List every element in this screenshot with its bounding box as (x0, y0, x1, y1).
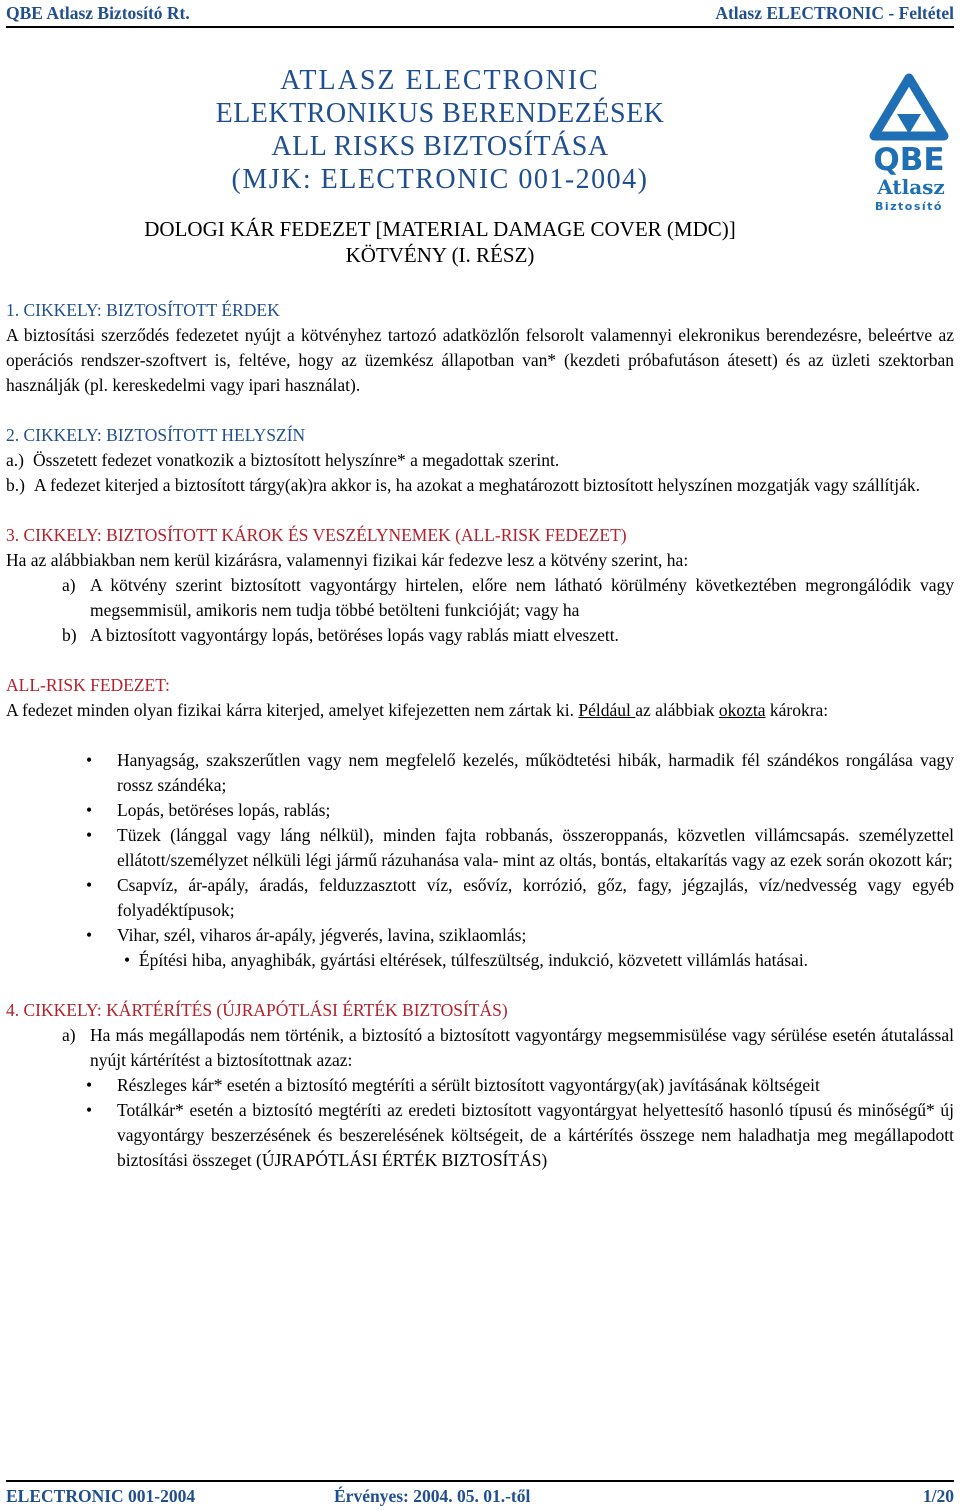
logo-brand: QBE (873, 142, 945, 178)
item-label: b) (62, 625, 77, 645)
section-4-title: 4. CIKKELY: KÁRTÉRÍTÉS (ÚJRAPÓTLÁSI ÉRTÉK BIZTOSÍTÁS) (6, 1000, 508, 1020)
all-risk-text (6, 698, 954, 723)
bullet-icon: • (86, 750, 93, 770)
bullet-icon: • (86, 875, 93, 895)
subtitle-line-1: DOLOGI KÁR FEDEZET [MATERIAL DAMAGE COVER (MDC)] (144, 217, 736, 241)
all-risk-list (6, 748, 954, 948)
logo-graphic (864, 70, 954, 220)
text-part: az alábbiak (635, 700, 719, 720)
item-text: A biztosított vagyontárgy lopás, betöréses lopás vagy rablás miatt elveszett. (90, 625, 619, 645)
header-company: QBE Atlasz Biztosító Rt. (6, 3, 190, 23)
text-part: károkra: (765, 700, 829, 720)
document-title (90, 64, 790, 196)
title-line-4: (MJK: ELECTRONIC 001-2004) (231, 164, 649, 195)
list-item (6, 873, 954, 923)
page-footer (6, 1480, 954, 1510)
item-label: a.) (6, 450, 24, 470)
all-risk-section (6, 673, 954, 973)
list-item-text: Építési hiba, anyaghibák, gyártási eltérések, túlfeszültség, indukció, közvetett villámlás hatásai. (138, 950, 809, 970)
footer-doc-code: ELECTRONIC 001-2004 (6, 1486, 196, 1506)
item-label: b.) (6, 475, 25, 495)
section-3-title: 3. CIKKELY: BIZTOSÍTOTT KÁROK ÉS VESZÉLYNEMEK (ALL-RISK FEDEZET) (6, 525, 627, 545)
bullet-icon: • (86, 1075, 93, 1095)
section-4-list (6, 1073, 954, 1173)
section-1-title: 1. CIKKELY: BIZTOSÍTOTT ÉRDEK (6, 300, 280, 320)
item-text: A kötvény szerint biztosított vagyontárgy hirtelen, előre nem látható körülmény következtében megrongálódik vagy megsemmisül, amikoris nem tudja többé betölteni funkcióját; vagy ha (90, 575, 954, 620)
section-4-item-a (6, 1023, 954, 1073)
section-2-item-a (6, 448, 954, 473)
bullet-icon: • (86, 800, 93, 820)
all-risk-last-item (6, 948, 954, 973)
item-label: a) (62, 575, 76, 595)
section-4 (6, 998, 954, 1173)
page-header (6, 0, 954, 28)
section-3 (6, 523, 954, 648)
item-text: Ha más megállapodás nem történik, a biztosító a biztosított vagyontárgy megsemmisülése vagy sérülése esetén átutalással nyújt kártérítést a biztosítottnak azaz: (90, 1025, 954, 1070)
section-2-item-b (6, 473, 954, 498)
list-item-text: Totálkár* esetén a biztosító megtéríti az eredeti biztosított vagyontárgyat helyettesítő hasonló típusú és minőségű* új vagyontárgy beszerzésének és beszerelésének költségeit, de a kártérítés összege nem haladhatja meg megállapodott biztosítási összeget (ÚJRAPÓTLÁSI ÉRTÉK BIZTOSÍTÁS) (117, 1100, 954, 1170)
section-1 (6, 298, 954, 398)
section-3-item-b (6, 623, 954, 648)
list-item (6, 798, 954, 823)
footer-page-number: 1/20 (922, 1486, 954, 1506)
list-item (6, 823, 954, 873)
title-line-1: ATLASZ ELECTRONIC (280, 65, 600, 96)
qbe-atlasz-logo (864, 70, 954, 220)
subtitle-line-2: KÖTVÉNY (I. RÉSZ) (345, 243, 535, 267)
section-2 (6, 423, 954, 498)
section-2-title: 2. CIKKELY: BIZTOSÍTOTT HELYSZÍN (6, 425, 306, 445)
title-line-2: ELEKTRONIKUS BERENDEZÉSEK (215, 98, 665, 129)
text-underlined: Például (578, 700, 636, 720)
list-item (6, 748, 954, 798)
logo-tag: Biztosító (874, 200, 944, 213)
bullet-icon: • (86, 825, 93, 845)
title-line-3: ALL RISKS BIZTOSÍTÁSA (271, 131, 609, 162)
list-item (6, 1098, 954, 1173)
document-body (6, 298, 954, 1173)
list-item-text: Hanyagság, szakszerűtlen vagy nem megfelelő kezelés, működtetési hibák, harmadik fél szándékos rongálása vagy rossz szándéka; (117, 750, 954, 795)
bullet-icon: • (86, 1100, 93, 1120)
list-item-text: Csapvíz, ár-apály, áradás, felduzzasztott víz, esővíz, korrózió, gőz, fagy, jégzajlás, víz/nedvesség vagy egyéb folyadéktípusok; (117, 875, 954, 920)
bullet-icon: • (86, 925, 93, 945)
list-item-text: Lopás, betöréses lopás, rablás; (117, 800, 331, 820)
document-subtitle (90, 216, 790, 268)
text-underlined: okozta (718, 700, 766, 720)
item-text: Összetett fedezet vonatkozik a biztosított helyszínre* a megadottak szerint. (33, 450, 560, 470)
text-part: A fedezet minden olyan fizikai kárra kiterjed, amelyet kifejezetten nem zártak ki. (6, 700, 579, 720)
list-item (6, 923, 954, 948)
section-3-intro: Ha az alábbiakban nem kerül kizárásra, valamennyi fizikai kár fedezve lesz a kötvény szerint, ha: (6, 550, 689, 570)
item-text: A fedezet kiterjed a biztosított tárgy(ak)ra akkor is, ha azokat a meghatározott biztosított helyszínen mozgatják vagy szállítják. (34, 475, 921, 495)
footer-validity: Érvényes: 2004. 05. 01.-től (334, 1486, 531, 1506)
section-3-item-a (6, 573, 954, 623)
item-label: a) (62, 1025, 76, 1045)
bullet-icon: • (124, 950, 139, 970)
header-doc-title: Atlasz ELECTRONIC - Feltétel (715, 3, 954, 23)
logo-name: Atlasz (877, 175, 945, 199)
list-item-text: Tüzek (lánggal vagy láng nélkül), minden fajta robbanás, összeroppanás, közvetlen villámcsapás. személyzettel ellátott/személyzet nélküli légi jármű rázuhanása vala- mint az oltás, bontás, eltakarítás vagy az ezek során okozott kár; (117, 825, 954, 870)
list-item-text: Vihar, szél, viharos ár-apály, jégverés, lavina, sziklaomlás; (117, 925, 527, 945)
list-item (6, 1073, 954, 1098)
list-item-text: Részleges kár* esetén a biztosító megtéríti a sérült biztosított vagyontárgy(ak) javításának költségeit (117, 1075, 820, 1095)
all-risk-title: ALL-RISK FEDEZET: (6, 675, 170, 695)
section-1-text: A biztosítási szerződés fedezetet nyújt a kötvényhez tartozó adatközlőn felsorolt valamennyi elekronikus berendezésre, beleértve az operációs rendszer-szoftvert is, feltéve, hogy az üzemkész állapotban van* (kezdeti próbafutáson átesett) és az üzleti szektorban használják (pl. kereskedelmi vagy ipari használat). (6, 325, 954, 395)
